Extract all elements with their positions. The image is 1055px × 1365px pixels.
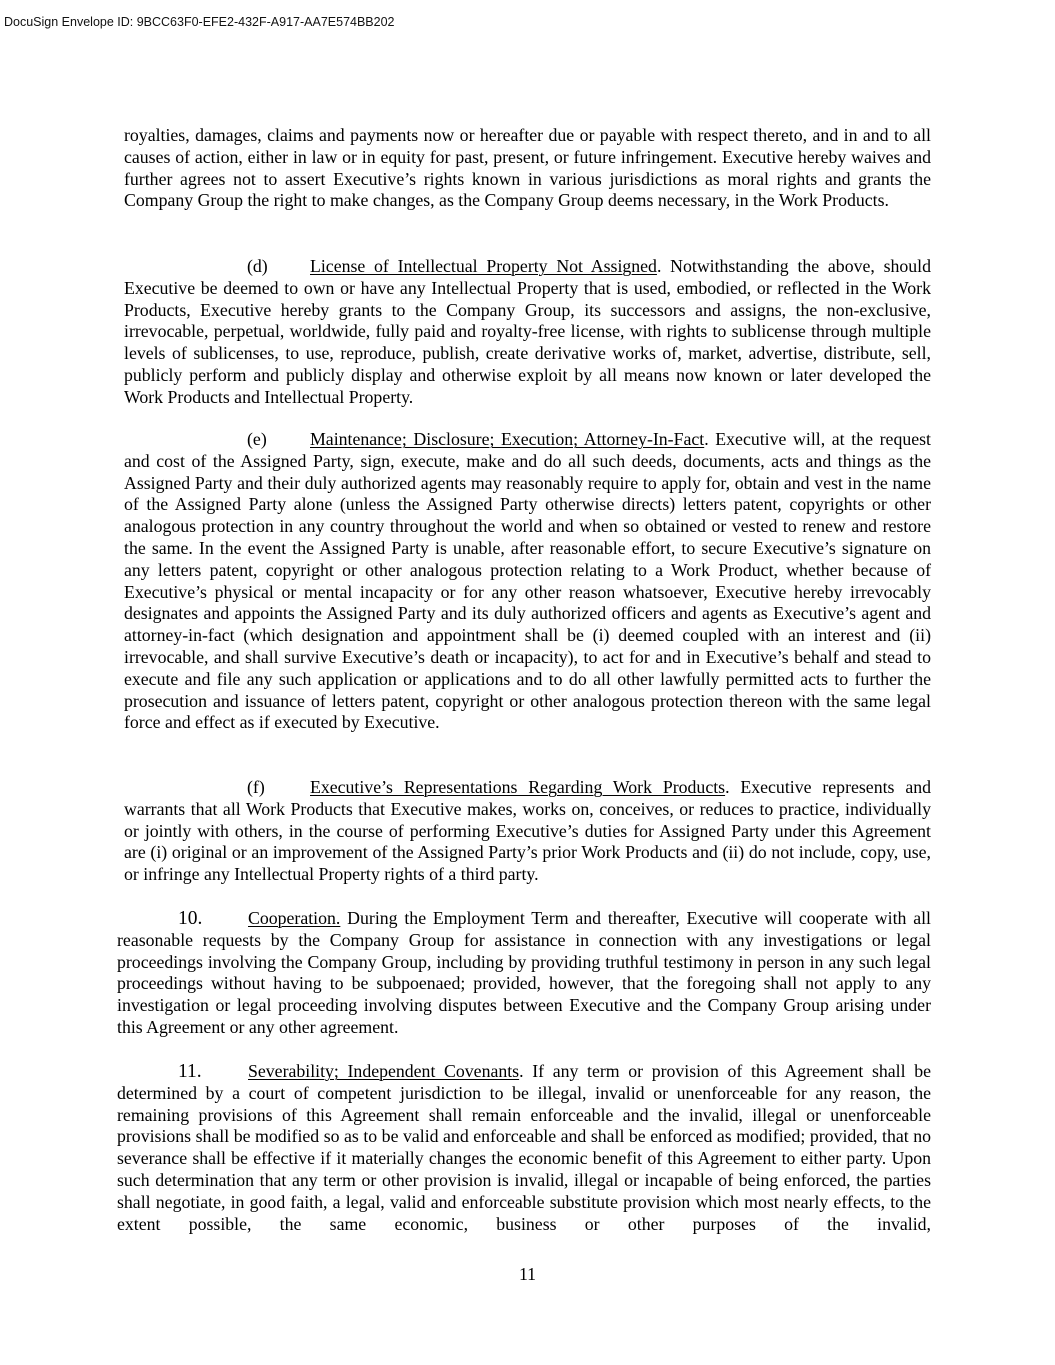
- page-number: 11: [518, 1264, 537, 1284]
- section-body-10: During the Employment Term and thereafter, Executive will cooperate with all reasonable requests by the Company Group for assistance in connection with any investigations or legal proceedings involving the Company Group, including by providing truthful testimony in person in any such legal proceedings without having to be subpoenaed; provided, however, that the foregoing shall not apply to any investigation or legal proceeding involving disputes between Executive and the Company Group arising under this Agreement or any other agreement.: [117, 908, 931, 1037]
- section-11: [117, 1061, 931, 1235]
- section-number-11: 11.: [178, 1061, 202, 1082]
- clause-body-e: . Executive will, at the request and cost of the Assigned Party, sign, execute, make and do all such deeds, documents, acts and things as the Assigned Party and their duly authorized agents may reasonably require to apply for, obtain and vest in the name of the Assigned Party alone (unless the Assigned Party otherwise directs) letters patent, copyrights or other analogous protection in any country throughout the world and when so obtained or vested to renew and restore the same. In the event the Assigned Party is unable, after reasonable effort, to secure Executive’s signature on any letters patent, copyright or other analogous protection relating to a Work Product, whether because of Executive’s physical or mental incapacity or for any other reason whatsoever, Executive hereby irrevocably designates and appoints the Assigned Party and its duly authorized officers and agents as Executive’s agent and attorney-in-fact (which designation and appointment shall be (i) deemed coupled with an interest and (ii) irrevocable, and shall survive Executive’s death or incapacity), to act for and in Executive’s behalf and stead to execute and file any such application or applications and to do all other lawfully permitted acts to further the prosecution and issuance of letters patent, copyright or other analogous protection thereon with the same legal force and effect as if executed by Executive.: [124, 429, 931, 733]
- carryover-text: royalties, damages, claims and payments now or hereafter due or payable with respect thereto, and in and to all causes of action, either in law or in equity for past, present, or future infringement. Executive hereby waives and further agrees not to assert Executive’s rights known in various jurisdictions as moral rights and grants the Company Group the right to make changes, as the Company Group deems necessary, in the Work Products.: [124, 125, 931, 211]
- clause-heading-e: Maintenance; Disclosure; Execution; Attorney-In-Fact: [310, 429, 705, 449]
- section-body-11: . If any term or provision of this Agreement shall be determined by a court of competent jurisdiction to be illegal, invalid or unenforceable for any reason, the remaining provisions of this Agreement shall remain enforceable and the invalid, illegal or unenforceable provisions shall be modified so as to be valid and enforceable and shall be enforced as modified; provided, that no severance shall be effective if it materially changes the economic benefit of this Agreement to either party. Upon such determination that any term or other provision is invalid, illegal or incapable of being enforced, the parties shall negotiate, in good faith, a legal, valid and enforceable substitute provision which most nearly effects, to the extent possible, the same economic, business or other purposes of the invalid,: [117, 1061, 931, 1234]
- clause-letter-e: (e): [247, 429, 267, 449]
- paragraph-carryover: [124, 125, 931, 212]
- section-10: [117, 908, 931, 1039]
- paragraph-f: [124, 777, 931, 886]
- clause-heading-d: License of Intellectual Property Not Assigned: [310, 256, 657, 276]
- clause-body-f: . Executive represents and warrants that all Work Products that Executive makes, works on, conceives, or reduces to practice, individually or jointly with others, in the course of performing Executive’s duties for Assigned Party under this Agreement are (i) original or an improvement of the Assigned Party’s prior Work Products and (ii) do not include, copy, use, or infringe any Intellectual Property rights of a third party.: [124, 777, 931, 885]
- section-heading-11: Severability; Independent Covenants: [248, 1061, 520, 1081]
- docusign-envelope-id: DocuSign Envelope ID: 9BCC63F0-EFE2-432F-A917-AA7E574BB202: [4, 15, 395, 29]
- paragraph-d: [124, 256, 931, 409]
- section-number-10: 10.: [178, 908, 203, 929]
- section-heading-10: Cooperation.: [248, 908, 341, 928]
- clause-letter-d: (d): [247, 256, 268, 276]
- clause-letter-f: (f): [247, 777, 265, 797]
- clause-body-d: . Notwithstanding the above, should Executive be deemed to own or have any Intellectual Property that is used, embodied, or reflected in the Work Products, Executive hereby grants to the Company Group, its successors and assigns, the non-exclusive, irrevocable, perpetual, worldwide, fully paid and royalty-free license, with rights to sublicense through multiple levels of sublicenses, to use, reproduce, publish, create derivative works of, market, advertise, distribute, sell, publicly perform and publicly display and otherwise exploit by all means now known or later developed the Work Products and Intellectual Property.: [124, 256, 931, 407]
- clause-heading-f: Executive’s Representations Regarding Work Products: [310, 777, 726, 797]
- paragraph-e: [124, 429, 931, 734]
